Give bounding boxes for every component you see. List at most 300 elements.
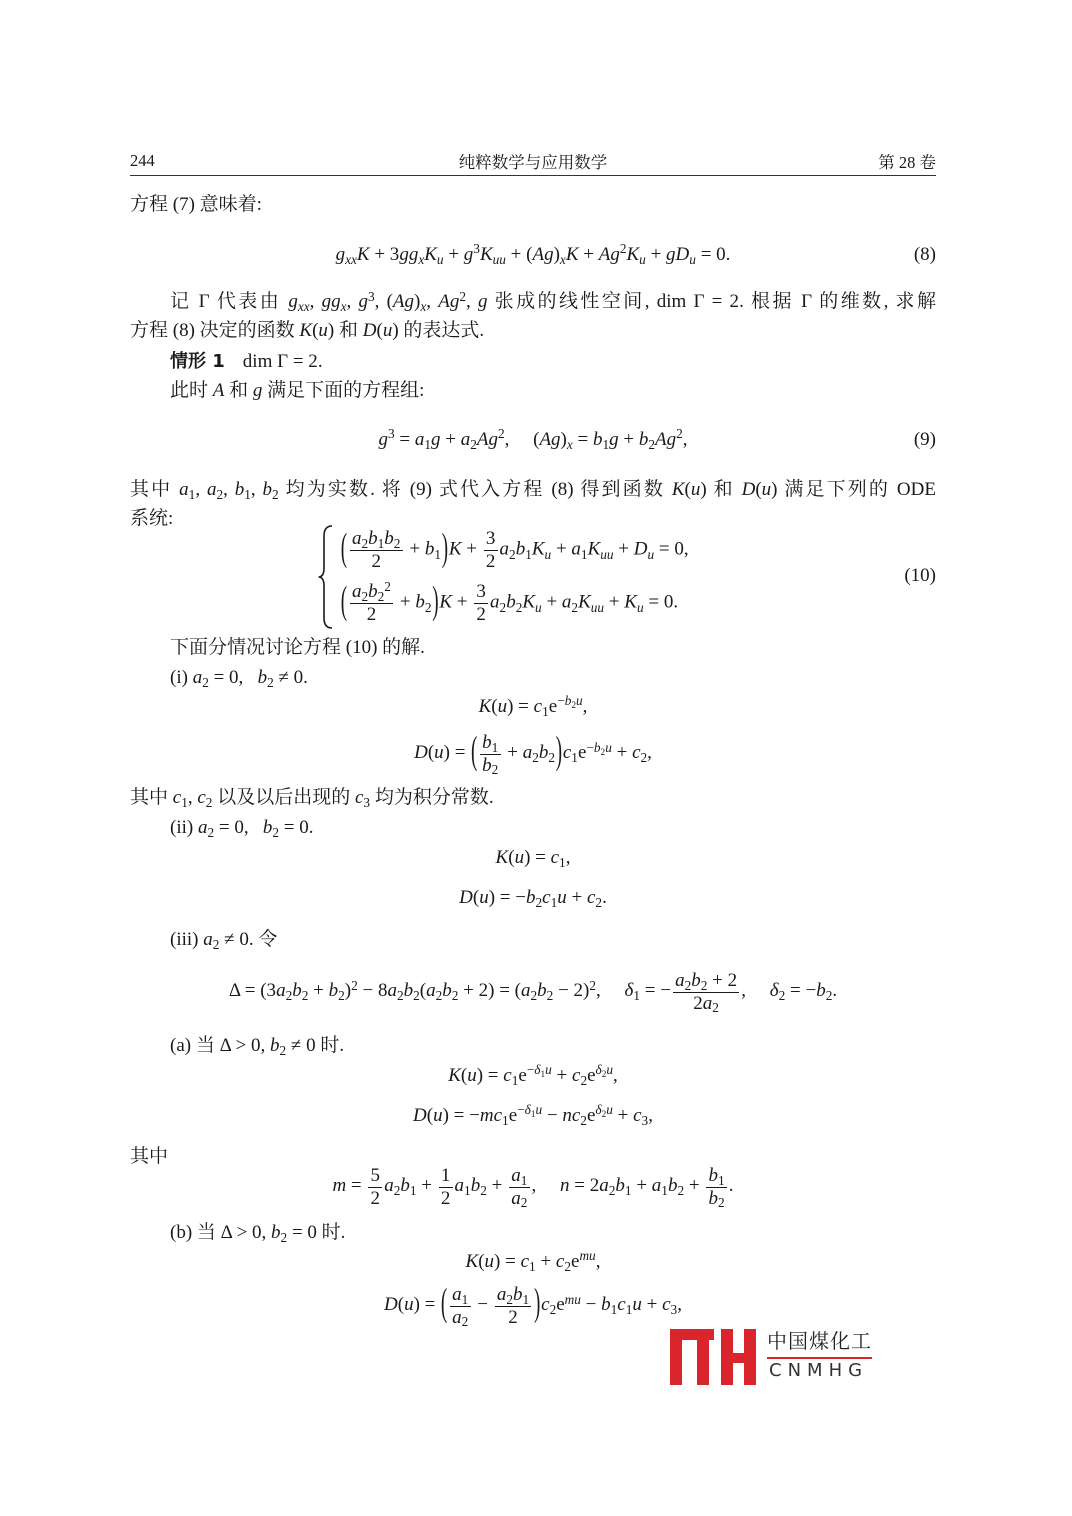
subscript: 2 [535, 894, 543, 910]
math-variable: a [452, 1283, 462, 1305]
math-variable: a [351, 528, 362, 550]
subscript: 1 [461, 1291, 469, 1307]
superscript: 2 [589, 977, 597, 993]
subscript: 2 [272, 486, 279, 502]
math-variable: b [708, 1164, 718, 1186]
math-variable: g [477, 291, 488, 312]
superscript: 2 [384, 578, 391, 594]
math-variable: K [495, 846, 509, 868]
math-variable: a [426, 980, 436, 1002]
numerator [509, 1165, 530, 1187]
math-variable: c [541, 1294, 550, 1316]
math-variable: b [593, 428, 603, 450]
case-i-d-equation [130, 728, 936, 780]
math-variable: D [413, 1104, 427, 1126]
math-variable: g [378, 428, 388, 450]
math-variable: b [384, 528, 394, 550]
math-variable: a [179, 479, 189, 500]
subscript: 1 [377, 536, 385, 552]
logo-stroke [744, 1329, 756, 1385]
subscript: 2 [580, 1112, 587, 1128]
math-variable: a [197, 817, 208, 838]
subscript: 1 [511, 1072, 519, 1088]
case-ii-d-formula [459, 887, 607, 910]
denominator: 2 [439, 1187, 453, 1210]
math-variable: D [459, 886, 473, 908]
math-variable: u [606, 1102, 613, 1118]
math-variable: δ [624, 980, 634, 1002]
subscript [493, 252, 506, 267]
math-variable: D [414, 742, 428, 764]
math-variable: K [565, 243, 579, 265]
case-1-text: 此时 A 和 g 满足下面的方程组: [170, 380, 425, 401]
subscript: 1 [188, 486, 196, 502]
math-variable: c [632, 742, 641, 764]
subscript: 2 [506, 1291, 513, 1307]
math-variable: c [572, 1064, 581, 1086]
math-variable: b [269, 1035, 280, 1056]
math-variable: b [257, 667, 268, 688]
paragraph-ode-line-2: 系统: [130, 508, 174, 529]
subscript: 1 [717, 1172, 725, 1188]
subscript [689, 252, 696, 267]
subscript [637, 600, 644, 615]
fraction [480, 732, 501, 777]
math-variable: a [521, 980, 531, 1002]
equation-9 [130, 426, 936, 454]
big-paren: ) [441, 526, 449, 570]
subscript: 1 [181, 794, 188, 810]
roman-text: dim [242, 351, 273, 372]
subscript: 1 [550, 894, 558, 910]
subscript: 2 [205, 794, 213, 810]
math-variable: xx [297, 298, 310, 314]
discussion-line: 下面分情况讨论方程 (10) 的解. [170, 637, 425, 658]
math-variable: mu [564, 1291, 581, 1307]
subscript: 2 [480, 1183, 487, 1199]
denominator [480, 754, 501, 777]
math-variable: u [761, 479, 772, 500]
big-paren: ( [440, 1282, 448, 1326]
formula: $c_1$, $c_2$ [172, 787, 213, 810]
equation-9-label: (9) [913, 429, 936, 450]
roman-text: e [556, 1294, 565, 1316]
equation-8-formula [335, 241, 731, 267]
equation-8-label: (8) [913, 244, 936, 265]
math-variable: b [262, 479, 273, 500]
subscript: 1 [434, 546, 441, 562]
subscript [535, 600, 542, 615]
subscript: 2 [648, 436, 656, 452]
formula: $g^3 = a_1g + a_2Ag^2$, $(Ag)_x = b_1g + b_2Ag^2$, [378, 426, 688, 452]
big-paren: ) [432, 579, 439, 623]
math-variable: a [387, 980, 397, 1002]
formula: D(u) = ( $\frac{b_1}{b_2}$ + $a_2b_2)c_1e^{-b_2u} + c_2$, [414, 730, 652, 778]
math-variable: a [571, 538, 581, 560]
superscript [595, 1062, 614, 1080]
superscript: −δ1u [517, 1102, 543, 1120]
math-variable: g [430, 428, 441, 450]
math-variable: u [606, 1062, 614, 1078]
cnmhg-logo [670, 1327, 758, 1387]
constants-note: 其中 $c_1$, $c_2$ 以及以后出现的 $c_3$ 均为积分常数. [130, 787, 494, 810]
subscript: 2 [549, 1302, 557, 1318]
numerator [706, 1165, 727, 1187]
equation-10-label: (10) [904, 565, 936, 586]
math-variable: a [651, 1175, 662, 1197]
big-paren: ( [340, 526, 348, 570]
subscript: 2 [712, 1000, 719, 1016]
math-variable: b [638, 428, 649, 450]
subscript: 2 [272, 824, 279, 840]
subscript: 2 [424, 599, 432, 615]
subscript: 2 [301, 988, 309, 1004]
math-variable: m [332, 1175, 347, 1197]
denominator: 2 [350, 550, 403, 573]
subscript: 1 [540, 1070, 546, 1080]
roman-text: e [548, 695, 558, 717]
math-variable: b [482, 754, 492, 776]
math-variable: a [192, 667, 203, 688]
math-variable: u [433, 1104, 443, 1126]
case-a-k-equation [130, 1062, 936, 1090]
math-variable: a [675, 969, 685, 991]
subscript: 3 [363, 794, 371, 810]
formula: $K(u) = c_1e^{-b_2u}$, [478, 693, 588, 719]
case-i-k-formula [478, 693, 588, 719]
math-variable: x [566, 436, 573, 452]
math-variable: b [271, 1222, 281, 1243]
math-variable: u [690, 479, 701, 500]
math-variable: Ag [539, 428, 561, 450]
intro-line: 方程 (7) 意味着: [130, 194, 262, 215]
superscript [579, 1248, 595, 1263]
formula: dim Γ = 2 [656, 291, 740, 312]
math-variable: u [689, 251, 696, 267]
subscript: 1 [409, 1183, 417, 1199]
math-variable: D [362, 320, 377, 341]
case-ii-heading: (ii) $a_2 = 0$, $b_2 = 0$. [170, 817, 314, 840]
subscript: 2 [216, 486, 224, 502]
case-i-heading: (i) $a_2 = 0$, $b_2 \ne 0$. [170, 667, 308, 690]
math-variable: D [741, 479, 756, 500]
subscript: 2 [202, 674, 209, 690]
math-variable: b [262, 817, 273, 838]
math-variable: b [538, 742, 549, 764]
math-variable: K [671, 479, 685, 500]
math-variable: c [662, 1294, 671, 1316]
math-variable: a [702, 992, 713, 1014]
subscript: 2 [684, 977, 692, 993]
case-iii-heading: (iii) $a_2 \ne 0$. 令 [170, 929, 278, 952]
subscript: 1 [424, 436, 431, 452]
math-variable: a [490, 591, 500, 613]
math-variable: K [626, 243, 640, 265]
formula: $a_2 \ne 0$ [203, 929, 249, 952]
page-number: 244 [130, 151, 155, 170]
math-variable: u [545, 1062, 552, 1078]
math-variable: a [384, 1175, 394, 1197]
subscript [600, 547, 613, 562]
formula: $a_2 = 0$, $b_2 = 0$ [197, 817, 309, 840]
case-b-d-equation [130, 1280, 936, 1332]
math-variable: K [424, 243, 437, 265]
math-variable: b [368, 528, 378, 550]
math-variable: x [420, 298, 427, 314]
math-variable: a [276, 980, 286, 1002]
roman-text: dim [656, 291, 687, 312]
case-a-where: 其中 [130, 1146, 169, 1167]
math-variable: uu [492, 251, 506, 267]
roman-text: e [508, 1104, 518, 1126]
formula: ( $\frac{a_2b_1b_2}{2}$ + $b_1)K$ + $\frac{3}{2}$ $a_2b_1K_u + a_1K_{uu} + D_u = 0$, [340, 526, 689, 572]
math-variable: c [503, 1064, 512, 1086]
math-variable: a [454, 1175, 465, 1197]
subscript: 1 [602, 436, 610, 452]
big-paren: ) [534, 1282, 541, 1326]
subscript [560, 252, 566, 267]
superscript [595, 1102, 613, 1120]
math-variable: c [555, 1250, 565, 1272]
math-variable: δ [595, 1062, 602, 1078]
superscript: −b2u [557, 693, 583, 711]
denominator [706, 1187, 727, 1210]
math-variable: a [522, 742, 533, 764]
case-a-mn-formula [332, 1165, 733, 1210]
formula: $K(u) = c_1$, [495, 846, 571, 870]
subscript: 2 [491, 762, 499, 778]
math-variable: K [478, 695, 492, 717]
math-variable: x [559, 251, 566, 267]
roman-text: e [587, 1064, 596, 1086]
subscript: 1 [502, 1112, 509, 1128]
case-a-mn-equation [130, 1161, 936, 1213]
subscript: 2 [778, 988, 786, 1004]
subscript [420, 299, 426, 314]
formula: $a_2 = 0$, $b_2 \ne 0$ [192, 667, 304, 690]
subscript: 2 [361, 536, 369, 552]
subscript [639, 252, 646, 267]
logo-mark [670, 1329, 756, 1385]
subscript [648, 547, 655, 562]
numerator [450, 1284, 471, 1306]
math-variable: u [484, 1250, 495, 1272]
case-b-d-formula [384, 1284, 682, 1329]
case-i-k-equation [130, 693, 936, 721]
math-variable: uu [600, 546, 614, 562]
equation-9-formula [378, 426, 688, 452]
math-variable: K [299, 320, 313, 341]
math-variable: b [667, 1175, 678, 1197]
math-variable: c [197, 787, 206, 808]
superscript: 3 [473, 241, 480, 257]
subscript: 2 [267, 674, 274, 690]
math-variable: b [526, 886, 536, 908]
formula [213, 380, 225, 401]
formula [253, 380, 263, 401]
math-variable: u [318, 320, 328, 341]
math-variable: a [460, 428, 471, 450]
math-variable: b [482, 731, 492, 753]
math-variable: u [576, 693, 583, 709]
subscript [345, 252, 357, 267]
formula [355, 787, 370, 808]
math-variable: u [434, 742, 444, 764]
numerator [495, 1284, 532, 1306]
math-variable: b [292, 980, 302, 1002]
subscript: 2 [280, 1229, 288, 1245]
math-variable: u [404, 1294, 414, 1316]
math-variable: c [562, 742, 572, 764]
subscript: 2 [601, 1110, 607, 1120]
math-variable: b [442, 980, 452, 1002]
subscript: 2 [571, 599, 579, 615]
case-b-k-formula [465, 1248, 601, 1274]
fraction [450, 1284, 471, 1329]
denominator: $2a_2$ [673, 992, 740, 1015]
subscript: 2 [515, 599, 523, 615]
logo-stroke [697, 1329, 709, 1385]
math-variable: x [340, 298, 347, 314]
formula: D(u) [362, 320, 399, 341]
math-variable: c [617, 1294, 626, 1316]
math-variable: b [615, 1175, 625, 1197]
formula: $K(u) = c_1 + c_2e^{mu}$, [465, 1248, 601, 1274]
formula: D(u) [741, 479, 778, 500]
journal-title: 纯粹数学与应用数学 [458, 153, 608, 172]
math-variable: u [647, 546, 655, 562]
formula: dim Γ = 2 [242, 351, 318, 372]
roman-text: e [586, 1104, 596, 1126]
math-variable: b [368, 581, 378, 603]
math-variable: b [816, 980, 826, 1002]
math-variable: x [418, 251, 425, 267]
subscript: 2 [580, 1072, 588, 1088]
case-a-d-formula [413, 1102, 653, 1128]
math-variable: b [564, 693, 572, 709]
subscript: 1 [610, 1302, 618, 1318]
math-variable: c [520, 1250, 530, 1272]
math-variable: K [522, 591, 536, 613]
math-variable: g [358, 291, 368, 312]
subscript: 1 [571, 750, 578, 766]
math-variable: u [535, 1102, 543, 1118]
watermark-name-cn: 中国煤化工 [767, 1329, 872, 1353]
fraction [673, 970, 740, 1015]
math-variable: mc [479, 1104, 503, 1126]
denominator: 2 [484, 550, 498, 573]
case-i-d-formula [414, 732, 652, 777]
formula: $g_{xx}K + 3gg_xK_u + g^3K_{uu} + (Ag)_xK + Ag^2K_u + gD_u = 0$. [335, 241, 731, 267]
math-variable: A [212, 380, 225, 401]
subscript: 2 [470, 436, 477, 452]
numerator: 3 [485, 528, 496, 550]
subscript: 2 [509, 546, 516, 562]
math-variable: c [533, 695, 543, 717]
math-variable: b [328, 980, 339, 1002]
math-variable: K [439, 591, 452, 613]
math-variable: u [636, 599, 644, 615]
subscript: 2 [285, 988, 293, 1004]
math-variable: u [479, 886, 489, 908]
subscript [437, 252, 444, 267]
subscript: 2 [546, 988, 554, 1004]
subscript: 2 [393, 1183, 401, 1199]
math-variable: uu [590, 599, 605, 615]
math-variable: b [593, 739, 601, 755]
subscript: 2 [825, 988, 833, 1004]
case-1-heading: 情形 1 [170, 351, 225, 372]
math-variable: b [415, 591, 425, 613]
math-variable: δ [595, 1102, 602, 1118]
denominator [509, 1187, 530, 1210]
math-variable: g [335, 243, 346, 265]
formula: $K(u) = c_1e^{-\delta_1u} + c_2e^{\delta_2u}$, [448, 1062, 618, 1088]
numerator: $a_2b_2 + 2$ [675, 969, 738, 993]
math-variable: u [535, 599, 542, 615]
big-paren: ( [470, 730, 478, 774]
math-variable: b [601, 1294, 611, 1316]
math-variable: u [436, 251, 444, 267]
math-variable: Ag [598, 243, 620, 265]
formula: $a_1$, $a_2$, $b_1$, $b_2$ [179, 479, 279, 502]
superscript: −b2u [586, 739, 612, 758]
denominator: 2 [368, 1187, 382, 1210]
case-a-k-formula [448, 1062, 618, 1088]
subscript [591, 600, 604, 615]
superscript: 2 [351, 977, 358, 993]
watermark-divider [767, 1357, 872, 1359]
equation-8 [130, 241, 936, 269]
math-variable: a [511, 1187, 521, 1209]
math-variable: b [403, 980, 414, 1002]
math-variable: c [354, 787, 364, 808]
subscript: 1 [624, 1183, 632, 1199]
math-variable: a [499, 538, 510, 560]
denominator: 2 [495, 1306, 532, 1329]
math-variable: D [384, 1294, 398, 1316]
math-variable: K [465, 1250, 479, 1272]
subscript: 2 [530, 988, 538, 1004]
math-variable: a [496, 1283, 507, 1305]
subscript: 2 [413, 988, 420, 1004]
superscript: 3 [367, 288, 375, 304]
delta-definition [130, 966, 936, 1018]
subscript: 1 [529, 1258, 536, 1274]
math-variable: K [624, 591, 637, 613]
math-variable: Ag [476, 428, 498, 450]
roman-text: e [577, 742, 587, 764]
subscript: 2 [435, 988, 443, 1004]
math-variable: K [448, 1064, 461, 1086]
formula: D(u) = ( $\frac{a_1}{a_2}$ − $\frac{a_2b_1}{2}$ )$c_2e^{mu} - b_1c_1u + c_3$, [384, 1282, 682, 1330]
subscript: 2 [571, 701, 576, 711]
subscript: 1 [491, 739, 499, 755]
formula: $D(u) = -mc_1e^{-\delta_1u} - nc_2e^{\delta_2u} + c_3$, [413, 1102, 653, 1128]
case-ii-k-equation [130, 844, 936, 872]
math-variable: Ag [392, 291, 415, 312]
subscript: 2 [212, 936, 220, 952]
paragraph-gamma-line-1: 记 Γ 代表由 $g_{xx}$, $gg_x$, $g^3$, $(Ag)_x$, Ag$^2$, g 张成的线性空间, dim Γ = 2. 根据 Γ 的维数, 求解 [170, 288, 936, 314]
math-variable: u [605, 739, 612, 755]
math-variable: a [599, 1175, 609, 1197]
subscript: 2 [548, 750, 556, 766]
math-variable: b [424, 538, 435, 560]
denominator: 2 [350, 603, 394, 626]
superscript: −δ1u [526, 1062, 552, 1080]
subscript: 1 [542, 703, 549, 719]
math-variable: D [633, 538, 648, 560]
